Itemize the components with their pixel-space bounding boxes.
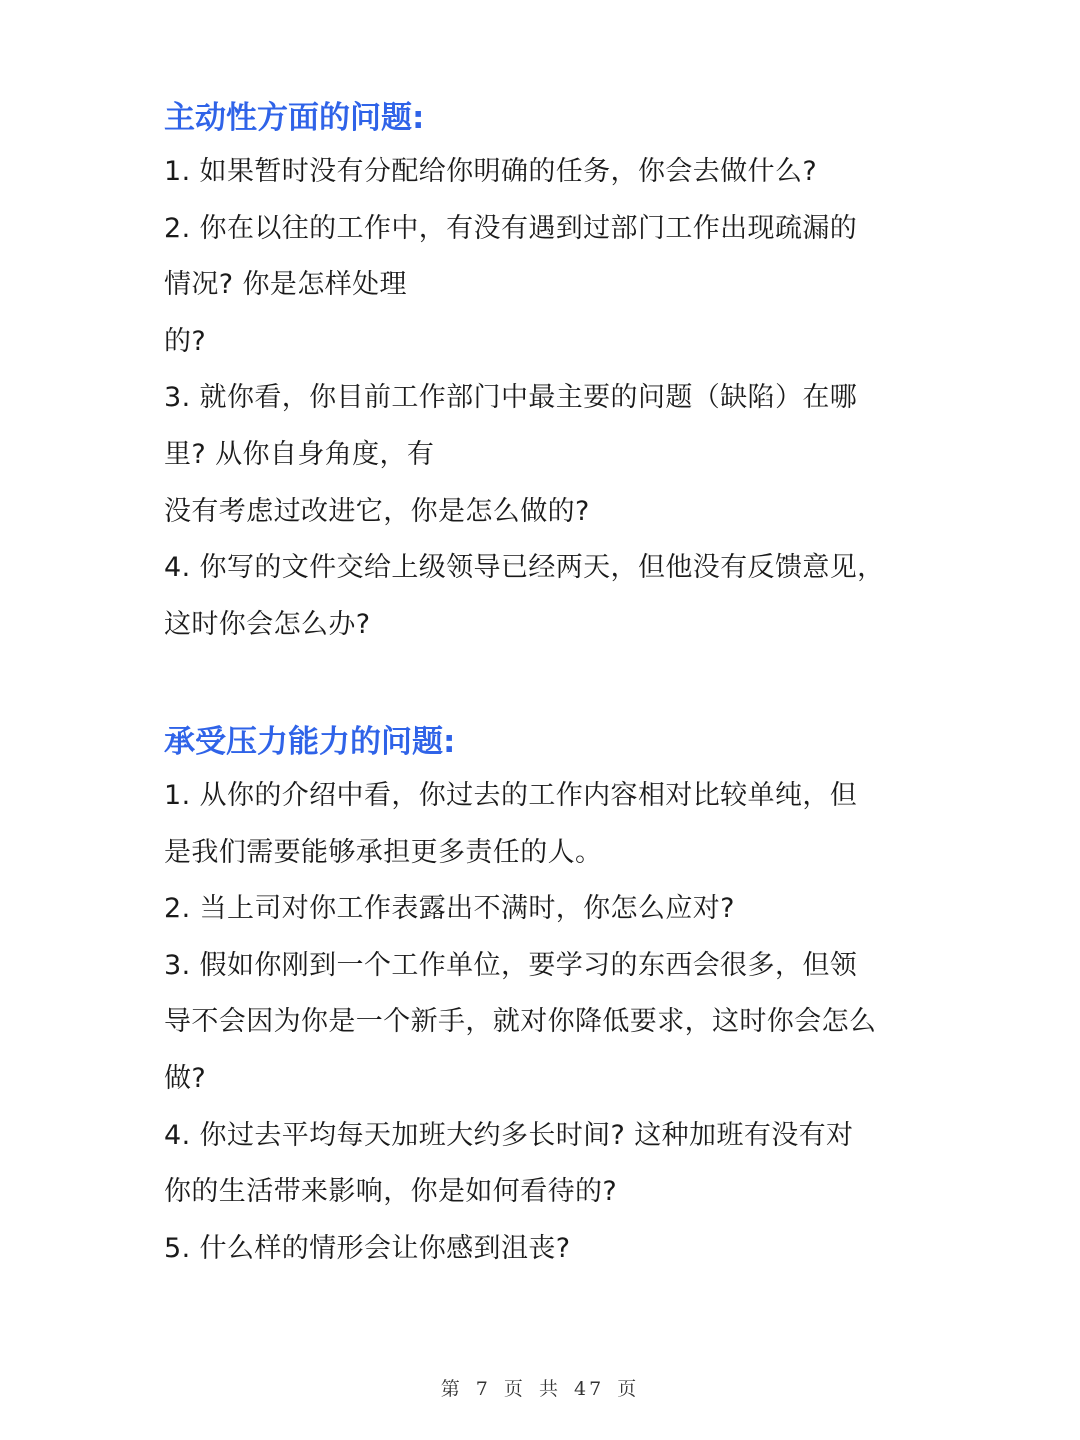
question-line: 里? 从你自身角度，有 — [164, 438, 435, 470]
section-heading-pressure: 承受压力能力的问题: — [164, 724, 456, 760]
question-line: 是我们需要能够承担更多责任的人。 — [164, 836, 603, 868]
question-line: 2. 当上司对你工作表露出不满时，你怎么应对? — [164, 893, 735, 925]
question-line: 2. 你在以往的工作中，有没有遇到过部门工作出现疏漏的 — [164, 212, 858, 244]
question-line: 没有考虑过改进它，你是怎么做的? — [164, 495, 590, 527]
section-pressure — [164, 716, 934, 1277]
question-line: 3. 假如你刚到一个工作单位，要学习的东西会很多，但领 — [164, 949, 858, 981]
question-line: 5. 什么样的情形会让你感到沮丧? — [164, 1232, 571, 1264]
question-line: 这时你会怎么办? — [164, 608, 371, 640]
question-line: 3. 就你看，你目前工作部门中最主要的问题（缺陷）在哪 — [164, 382, 858, 414]
question-line: 做? — [164, 1062, 207, 1094]
question-line: 你的生活带来影响，你是如何看待的? — [164, 1176, 618, 1208]
question-line: 情况? 你是怎样处理 — [164, 269, 407, 301]
section-initiative — [164, 92, 934, 653]
question-line: 导不会因为你是一个新手，就对你降低要求，这时你会怎么 — [164, 1006, 877, 1038]
question-line: 4. 你写的文件交给上级领导已经两天，但他没有反馈意见， — [164, 552, 885, 584]
section-heading-initiative: 主动性方面的问题: — [164, 100, 425, 136]
question-line: 4. 你过去平均每天加班大约多长时间? 这种加班有没有对 — [164, 1119, 854, 1151]
page-number-footer: 第 7 页 共 47 页 — [440, 1378, 640, 1400]
question-line: 的? — [164, 325, 207, 357]
question-line: 1. 如果暂时没有分配给你明确的任务，你会去做什么? — [164, 156, 818, 187]
question-line: 1. 从你的介绍中看，你过去的工作内容相对比较单纯，但 — [164, 780, 858, 811]
